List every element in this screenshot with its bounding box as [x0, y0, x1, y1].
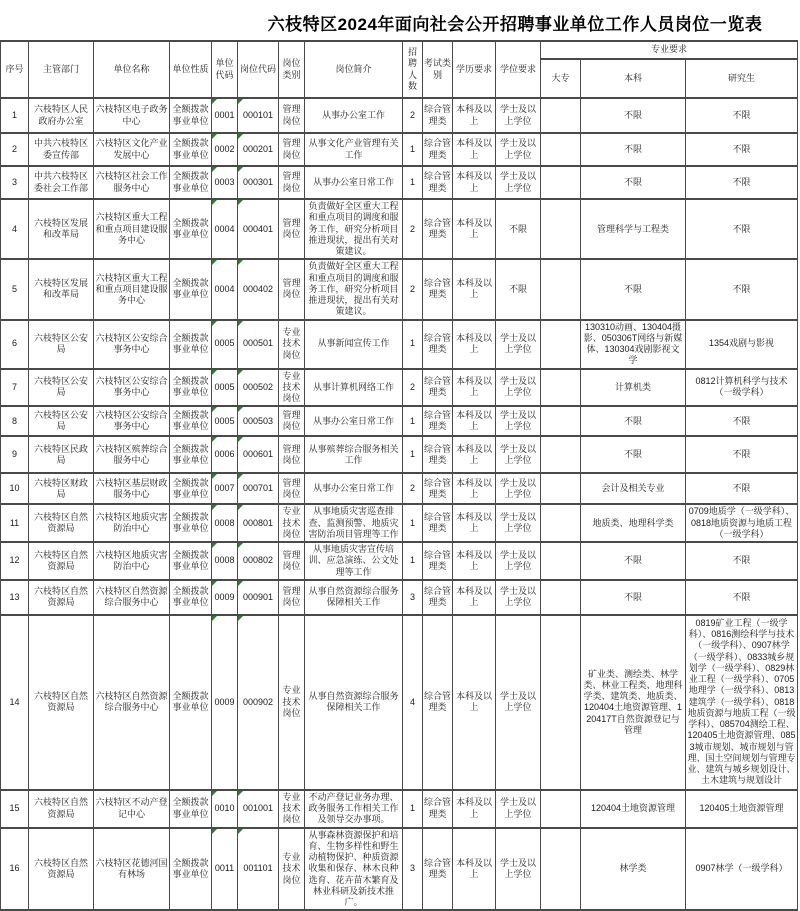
cell-post-code: 000401: [238, 199, 279, 259]
cell-unit-code: 0003: [212, 166, 238, 199]
cell-benke: 地质类、地理科学类: [581, 504, 686, 542]
cell-unit: 六枝特区自然资源综合服务中心: [94, 615, 170, 790]
cell-benke: 不限: [581, 580, 686, 615]
cell-unit-code: 0006: [212, 436, 238, 473]
cell-benke: 130310动画、130404摄影、050306T网络与新媒体、130304戏剧影视文学: [581, 320, 686, 369]
table-row: [1, 828, 798, 911]
cell-dazhuan: [541, 615, 581, 790]
cell-unit: 六枝特区文化产业发展中心: [94, 133, 170, 166]
cell-desc: 从事自然资源综合服务保障相关工作: [305, 580, 403, 615]
cell-exam: 综合管理类: [423, 542, 453, 580]
cell-count: 3: [403, 828, 423, 911]
cell-unit: 六枝特区重大工程和重点项目建设服务中心: [94, 199, 170, 259]
cell-edu: 本科及以上: [453, 369, 496, 407]
cell-edu: 本科及以上: [453, 542, 496, 580]
cell-edu: 本科及以上: [453, 259, 496, 319]
cell-yanjiusheng: 1354戏剧与影视: [686, 320, 798, 369]
cell-dept: 六枝特区发展和改革局: [29, 199, 94, 259]
cell-unit-code: 0011: [212, 828, 238, 911]
cell-post-type: 管理岗位: [279, 406, 305, 436]
cell-edu: 本科及以上: [453, 98, 496, 133]
cell-count: 1: [403, 542, 423, 580]
header-yanjiusheng: 研究生: [686, 59, 798, 98]
cell-dept: 六枝特区自然资源局: [29, 542, 94, 580]
cell-post-code: 000201: [238, 133, 279, 166]
cell-post-type: 专业技术岗位: [279, 790, 305, 828]
cell-nature: 全额拨款事业单位: [170, 790, 212, 828]
cell-desc: 从事新闻宣传工作: [305, 320, 403, 369]
table-row: [1, 133, 798, 166]
cell-post-code: 000601: [238, 436, 279, 473]
cell-unit-code: 0007: [212, 473, 238, 504]
cell-yanjiusheng: 不限: [686, 98, 798, 133]
cell-benke: 矿业类、测绘类、林学类、林业工程类、地理科学类、建筑类、地质类、120404土地资源管理、120417T自然资源登记与管理: [581, 615, 686, 790]
cell-degree: 学士及以上学位: [496, 615, 541, 790]
cell-post-code: 000502: [238, 369, 279, 407]
cell-post-type: 专业技术岗位: [279, 320, 305, 369]
cell-desc: 负责做好全区重大工程和重点项目的调度和服务工作，研究分析项目推进现状，提出有关对策建议。: [305, 259, 403, 319]
cell-benke: 计算机类: [581, 369, 686, 407]
cell-nature: 全额拨款事业单位: [170, 166, 212, 199]
cell-no: 13: [1, 580, 29, 615]
cell-nature: 全额拨款事业单位: [170, 615, 212, 790]
header-renshu: 招聘人数: [403, 41, 423, 98]
cell-dazhuan: [541, 473, 581, 504]
table-row: [1, 320, 798, 369]
header-leibie: 岗位类别: [279, 41, 305, 98]
cell-count: 1: [403, 436, 423, 473]
cell-exam: 综合管理类: [423, 436, 453, 473]
cell-dept: 六枝特区财政局: [29, 473, 94, 504]
cell-unit: 六枝特区花德河国有林场: [94, 828, 170, 911]
cell-unit-code: 0005: [212, 369, 238, 407]
cell-nature: 全额拨款事业单位: [170, 98, 212, 133]
cell-count: 1: [403, 790, 423, 828]
cell-dazhuan: [541, 580, 581, 615]
header-xingzhi: 单位性质: [170, 41, 212, 98]
cell-dept: 六枝特区公安局: [29, 369, 94, 407]
cell-benke: 管理科学与工程类: [581, 199, 686, 259]
cell-exam: 综合管理类: [423, 790, 453, 828]
cell-post-type: 管理岗位: [279, 199, 305, 259]
cell-count: 2: [403, 473, 423, 504]
cell-yanjiusheng: 不限: [686, 542, 798, 580]
cell-degree: 学士及以上学位: [496, 436, 541, 473]
cell-desc: 从事殡葬综合服务相关工作: [305, 436, 403, 473]
cell-degree: 学士及以上学位: [496, 369, 541, 407]
cell-degree: 学士及以上学位: [496, 504, 541, 542]
cell-post-type: 专业技术岗位: [279, 615, 305, 790]
cell-unit: 六枝特区殡葬综合服务中心: [94, 436, 170, 473]
header-zhuguan: 主管部门: [29, 41, 94, 98]
cell-count: 2: [403, 98, 423, 133]
cell-unit-code: 0005: [212, 320, 238, 369]
cell-benke: 不限: [581, 436, 686, 473]
table-row: [1, 504, 798, 542]
table-row: [1, 259, 798, 319]
cell-yanjiusheng: 0819矿业工程（一级学科）、0816测绘科学与技术（一级学科）、0907林学（一级学科）、0833城乡规划学（一级学科）、0829林业工程（一级学科）、0705地理学（一级学科）、0813建筑学（一级学科）、0818地质资源与地质工程（一级学科）、085704测绘工程、120405土地资源管理、0853城市规划、城市规划与管理、国土空间规划与管理专业、建筑与城乡规划设计、土木建筑与规划设计: [686, 615, 798, 790]
cell-desc: 从事办公室工作: [305, 98, 403, 133]
cell-degree: 不限: [496, 259, 541, 319]
cell-post-type: 专业技术岗位: [279, 504, 305, 542]
cell-no: 10: [1, 473, 29, 504]
cell-dazhuan: [541, 828, 581, 911]
cell-no: 9: [1, 436, 29, 473]
cell-nature: 全额拨款事业单位: [170, 436, 212, 473]
header-benke: 本科: [581, 59, 686, 98]
cell-unit-code: 0001: [212, 98, 238, 133]
cell-yanjiusheng: 0812计算机科学与技术（一级学科）: [686, 369, 798, 407]
cell-no: 11: [1, 504, 29, 542]
cell-dazhuan: [541, 259, 581, 319]
cell-unit-code: 0008: [212, 542, 238, 580]
cell-dept: 六枝特区民政局: [29, 436, 94, 473]
cell-post-code: 000402: [238, 259, 279, 319]
cell-desc: 从事地质灾害宣传培训、应急演练、公文处理等工作: [305, 542, 403, 580]
cell-desc: 不动产登记业务办理、政务服务工作相关工作及领导交办事项。: [305, 790, 403, 828]
table-row: [1, 199, 798, 259]
cell-post-type: 管理岗位: [279, 580, 305, 615]
cell-exam: 综合管理类: [423, 504, 453, 542]
cell-desc: 从事办公室日常工作: [305, 406, 403, 436]
cell-exam: 综合管理类: [423, 199, 453, 259]
cell-post-type: 管理岗位: [279, 133, 305, 166]
cell-count: 1: [403, 320, 423, 369]
cell-benke: 不限: [581, 259, 686, 319]
cell-nature: 全额拨款事业单位: [170, 320, 212, 369]
cell-degree: 学士及以上学位: [496, 320, 541, 369]
cell-dept: 六枝特区自然资源局: [29, 615, 94, 790]
cell-degree: 学士及以上学位: [496, 473, 541, 504]
cell-unit: 六枝特区不动产登记中心: [94, 790, 170, 828]
cell-unit-code: 0009: [212, 615, 238, 790]
cell-dazhuan: [541, 790, 581, 828]
cell-post-type: 管理岗位: [279, 166, 305, 199]
cell-unit-code: 0004: [212, 199, 238, 259]
header-xuewei: 学位要求: [496, 41, 541, 98]
header-xueli: 学历要求: [453, 41, 496, 98]
cell-nature: 全额拨款事业单位: [170, 542, 212, 580]
cell-post-code: 000701: [238, 473, 279, 504]
cell-post-type: 管理岗位: [279, 259, 305, 319]
table-row: [1, 580, 798, 615]
cell-exam: 综合管理类: [423, 406, 453, 436]
cell-edu: 本科及以上: [453, 790, 496, 828]
cell-benke: 会计及相关专业: [581, 473, 686, 504]
cell-degree: 学士及以上学位: [496, 542, 541, 580]
cell-benke: 不限: [581, 542, 686, 580]
cell-post-type: 专业技术岗位: [279, 369, 305, 407]
cell-no: 2: [1, 133, 29, 166]
cell-benke: 120404土地资源管理: [581, 790, 686, 828]
cell-count: 2: [403, 369, 423, 407]
cell-dept: 六枝特区公安局: [29, 406, 94, 436]
cell-no: 3: [1, 166, 29, 199]
cell-desc: 从事地质灾害巡查排查、监测预警、地质灾害防治项目管理等工作: [305, 504, 403, 542]
cell-edu: 本科及以上: [453, 199, 496, 259]
cell-post-code: 000801: [238, 504, 279, 542]
cell-unit: 六枝特区公安综合事务中心: [94, 406, 170, 436]
cell-dazhuan: [541, 199, 581, 259]
header-xuhao: 序号: [1, 41, 29, 98]
table-row: [1, 166, 798, 199]
table-row: [1, 542, 798, 580]
cell-nature: 全额拨款事业单位: [170, 369, 212, 407]
cell-desc: 从事自然资源综合服务保障相关工作: [305, 615, 403, 790]
cell-benke: 不限: [581, 406, 686, 436]
cell-degree: 学士及以上学位: [496, 580, 541, 615]
cell-nature: 全额拨款事业单位: [170, 504, 212, 542]
table-row: [1, 615, 798, 790]
cell-degree: 学士及以上学位: [496, 406, 541, 436]
cell-dazhuan: [541, 504, 581, 542]
cell-nature: 全额拨款事业单位: [170, 133, 212, 166]
cell-dept: 六枝特区自然资源局: [29, 790, 94, 828]
title-bar: [0, 0, 800, 40]
cell-dept: 六枝特区人民政府办公室: [29, 98, 94, 133]
cell-dazhuan: [541, 406, 581, 436]
cell-edu: 本科及以上: [453, 615, 496, 790]
cell-desc: 从事办公室日常工作: [305, 166, 403, 199]
cell-dazhuan: [541, 436, 581, 473]
cell-degree: 学士及以上学位: [496, 828, 541, 911]
header-jianjie: 岗位简介: [305, 41, 403, 98]
positions-table: [0, 40, 798, 911]
cell-unit-code: 0008: [212, 504, 238, 542]
header-danwei: 单位名称: [94, 41, 170, 98]
header-dazhuan: 大专: [541, 59, 581, 98]
cell-exam: 综合管理类: [423, 98, 453, 133]
header-danweidaima: 单位代码: [212, 41, 238, 98]
cell-degree: 学士及以上学位: [496, 98, 541, 133]
cell-edu: 本科及以上: [453, 406, 496, 436]
cell-unit: 六枝特区公安综合事务中心: [94, 320, 170, 369]
cell-nature: 全额拨款事业单位: [170, 406, 212, 436]
cell-unit: 六枝特区自然资源综合服务中心: [94, 580, 170, 615]
cell-dept: 六枝特区自然资源局: [29, 580, 94, 615]
cell-unit: 六枝特区社会工作服务中心: [94, 166, 170, 199]
cell-dept: 中共六枝特区委宣传部: [29, 133, 94, 166]
cell-yanjiusheng: 不限: [686, 580, 798, 615]
cell-count: 2: [403, 259, 423, 319]
cell-no: 1: [1, 98, 29, 133]
cell-post-code: 000901: [238, 580, 279, 615]
cell-benke: 不限: [581, 133, 686, 166]
cell-unit: 六枝特区基层财政服务中心: [94, 473, 170, 504]
cell-unit-code: 0010: [212, 790, 238, 828]
cell-post-code: 000501: [238, 320, 279, 369]
cell-edu: 本科及以上: [453, 828, 496, 911]
cell-no: 12: [1, 542, 29, 580]
cell-benke: 林学类: [581, 828, 686, 911]
table-row: [1, 473, 798, 504]
cell-post-type: 专业技术岗位: [279, 828, 305, 911]
cell-unit: 六枝特区电子政务中心: [94, 98, 170, 133]
cell-desc: 从事文化产业管理有关工作: [305, 133, 403, 166]
cell-edu: 本科及以上: [453, 504, 496, 542]
cell-count: 3: [403, 580, 423, 615]
table-row: [1, 98, 798, 133]
cell-dept: 六枝特区自然资源局: [29, 828, 94, 911]
cell-nature: 全额拨款事业单位: [170, 259, 212, 319]
cell-yanjiusheng: 不限: [686, 259, 798, 319]
table-body: [1, 98, 798, 910]
cell-edu: 本科及以上: [453, 320, 496, 369]
cell-count: 1: [403, 166, 423, 199]
cell-count: 1: [403, 406, 423, 436]
cell-desc: 从事计算机网络工作: [305, 369, 403, 407]
cell-exam: 综合管理类: [423, 166, 453, 199]
cell-unit-code: 0009: [212, 580, 238, 615]
cell-desc: 从事办公室日常工作: [305, 473, 403, 504]
cell-post-code: 000503: [238, 406, 279, 436]
cell-post-code: 000802: [238, 542, 279, 580]
cell-unit: 六枝特区公安综合事务中心: [94, 369, 170, 407]
cell-exam: 综合管理类: [423, 473, 453, 504]
cell-no: 15: [1, 790, 29, 828]
cell-no: 8: [1, 406, 29, 436]
cell-unit: 六枝特区地质灾害防治中心: [94, 504, 170, 542]
cell-unit-code: 0004: [212, 259, 238, 319]
cell-count: 1: [403, 133, 423, 166]
cell-post-type: 管理岗位: [279, 436, 305, 473]
cell-post-code: 001101: [238, 828, 279, 911]
cell-exam: 综合管理类: [423, 580, 453, 615]
cell-nature: 全额拨款事业单位: [170, 473, 212, 504]
cell-exam: 综合管理类: [423, 320, 453, 369]
cell-desc: 负责做好全区重大工程和重点项目的调度和服务工作，研究分析项目推进现状，提出有关对策建议。: [305, 199, 403, 259]
cell-unit: 六枝特区地质灾害防治中心: [94, 542, 170, 580]
cell-no: 5: [1, 259, 29, 319]
cell-desc: 从事森林资源保护和培育、生物多样性和野生动植物保护、种质资源收集和保存、林木良种选育、花卉苗木繁育及林业科研及新技术推广。: [305, 828, 403, 911]
cell-degree: 不限: [496, 199, 541, 259]
cell-dazhuan: [541, 542, 581, 580]
cell-dept: 中共六枝特区委社会工作部: [29, 166, 94, 199]
cell-benke: 不限: [581, 98, 686, 133]
cell-post-type: 管理岗位: [279, 542, 305, 580]
cell-edu: 本科及以上: [453, 473, 496, 504]
table-row: [1, 369, 798, 407]
cell-post-code: 001001: [238, 790, 279, 828]
table-row: [1, 436, 798, 473]
cell-exam: 综合管理类: [423, 259, 453, 319]
header-gangweidaima: 岗位代码: [238, 41, 279, 98]
cell-edu: 本科及以上: [453, 133, 496, 166]
cell-exam: 综合管理类: [423, 369, 453, 407]
cell-unit-code: 0002: [212, 133, 238, 166]
cell-dazhuan: [541, 320, 581, 369]
cell-yanjiusheng: 0907林学（一级学科）: [686, 828, 798, 911]
page-title: 六枝特区2024年面向社会公开招聘事业单位工作人员岗位一览表: [267, 14, 763, 34]
cell-post-code: 000101: [238, 98, 279, 133]
header-zhuanye-group: 专业要求: [541, 41, 798, 59]
cell-count: 4: [403, 615, 423, 790]
cell-dazhuan: [541, 133, 581, 166]
header-kaoshi: 考试类别: [423, 41, 453, 98]
cell-edu: 本科及以上: [453, 166, 496, 199]
cell-yanjiusheng: 120405土地资源管理: [686, 790, 798, 828]
cell-unit: 六枝特区重大工程和重点项目建设服务中心: [94, 259, 170, 319]
cell-edu: 本科及以上: [453, 436, 496, 473]
cell-benke: 不限: [581, 166, 686, 199]
cell-no: 16: [1, 828, 29, 911]
cell-dept: 六枝特区发展和改革局: [29, 259, 94, 319]
table-row: [1, 790, 798, 828]
cell-exam: 综合管理类: [423, 828, 453, 911]
cell-exam: 综合管理类: [423, 615, 453, 790]
cell-yanjiusheng: 不限: [686, 406, 798, 436]
cell-no: 7: [1, 369, 29, 407]
cell-yanjiusheng: 不限: [686, 166, 798, 199]
cell-nature: 全额拨款事业单位: [170, 580, 212, 615]
cell-dept: 六枝特区公安局: [29, 320, 94, 369]
cell-count: 2: [403, 199, 423, 259]
cell-degree: 学士及以上学位: [496, 133, 541, 166]
cell-count: 1: [403, 504, 423, 542]
table-row: [1, 406, 798, 436]
cell-exam: 综合管理类: [423, 133, 453, 166]
cell-yanjiusheng: 0709地质学（一级学科）、0818地质资源与地质工程（一级学科）: [686, 504, 798, 542]
cell-edu: 本科及以上: [453, 580, 496, 615]
cell-no: 6: [1, 320, 29, 369]
cell-degree: 学士及以上学位: [496, 166, 541, 199]
cell-nature: 全额拨款事业单位: [170, 828, 212, 911]
table-header: [1, 41, 798, 98]
cell-post-code: 000902: [238, 615, 279, 790]
cell-no: 4: [1, 199, 29, 259]
cell-post-code: 000301: [238, 166, 279, 199]
cell-degree: 学士及以上学位: [496, 790, 541, 828]
cell-yanjiusheng: 不限: [686, 436, 798, 473]
cell-dazhuan: [541, 98, 581, 133]
cell-post-type: 管理岗位: [279, 473, 305, 504]
cell-dazhuan: [541, 166, 581, 199]
cell-no: 14: [1, 615, 29, 790]
cell-dazhuan: [541, 369, 581, 407]
cell-dept: 六枝特区自然资源局: [29, 504, 94, 542]
cell-nature: 全额拨款事业单位: [170, 199, 212, 259]
cell-yanjiusheng: 不限: [686, 199, 798, 259]
cell-yanjiusheng: 不限: [686, 473, 798, 504]
cell-yanjiusheng: 不限: [686, 133, 798, 166]
cell-unit-code: 0005: [212, 406, 238, 436]
cell-post-type: 管理岗位: [279, 98, 305, 133]
